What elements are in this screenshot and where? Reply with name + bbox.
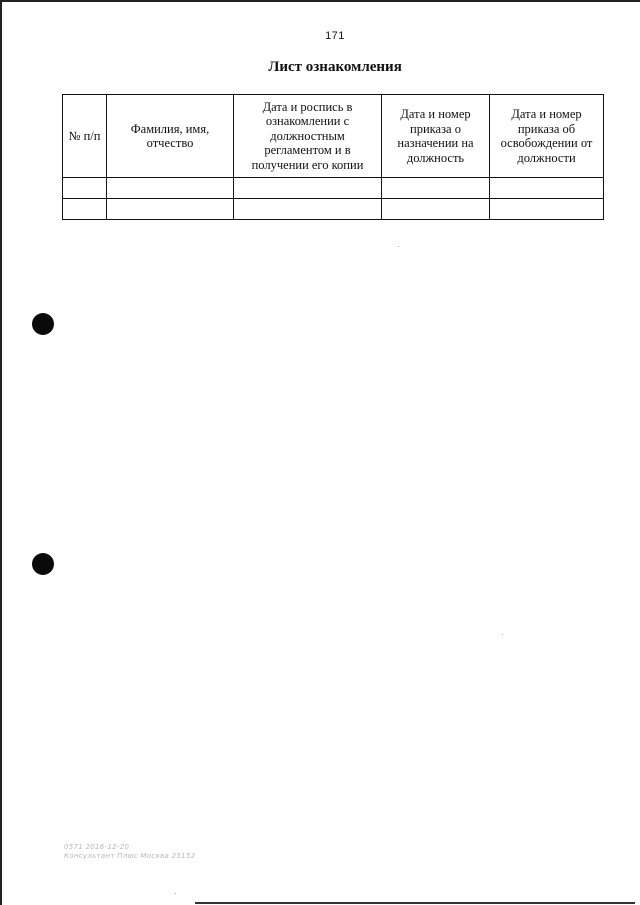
footer-stamp-line-2: Консультант Плюс Москва 25152 <box>64 852 196 860</box>
table-header-row <box>63 95 604 178</box>
table-cell <box>490 199 604 220</box>
header-appointment-order: Дата и номер приказа о назначении на должность <box>382 95 490 178</box>
scan-speck <box>398 246 399 247</box>
table-cell <box>382 178 490 199</box>
scan-edge-top <box>0 0 640 2</box>
table-cell <box>107 178 234 199</box>
table-row <box>63 178 604 199</box>
scan-edge-bottom <box>195 902 635 904</box>
footer-stamp-line-1: 0571 2016-12-20 <box>64 843 130 851</box>
table-cell <box>382 199 490 220</box>
scan-speck <box>502 634 503 635</box>
acknowledgement-table <box>62 94 604 220</box>
header-dismissal-order: Дата и номер приказа об освобождении от должности <box>490 95 604 178</box>
table-cell <box>234 199 382 220</box>
punch-hole-icon <box>32 553 54 575</box>
scan-speck <box>175 893 176 894</box>
header-full-name: Фамилия, имя, отчество <box>107 95 234 178</box>
scan-edge-left <box>0 0 2 905</box>
table-cell <box>63 199 107 220</box>
page-number: 171 <box>325 30 345 42</box>
footer-stamp <box>64 843 195 861</box>
page-title: Лист ознакомления <box>268 59 402 75</box>
table-cell <box>234 178 382 199</box>
table-cell <box>107 199 234 220</box>
table-row <box>63 199 604 220</box>
header-signature-date: Дата и роспись в ознакомлении с должностным регламентом и в получении его копии <box>234 95 382 178</box>
table-cell <box>490 178 604 199</box>
header-number: № п/п <box>63 95 107 178</box>
table-cell <box>63 178 107 199</box>
punch-hole-icon <box>32 313 54 335</box>
